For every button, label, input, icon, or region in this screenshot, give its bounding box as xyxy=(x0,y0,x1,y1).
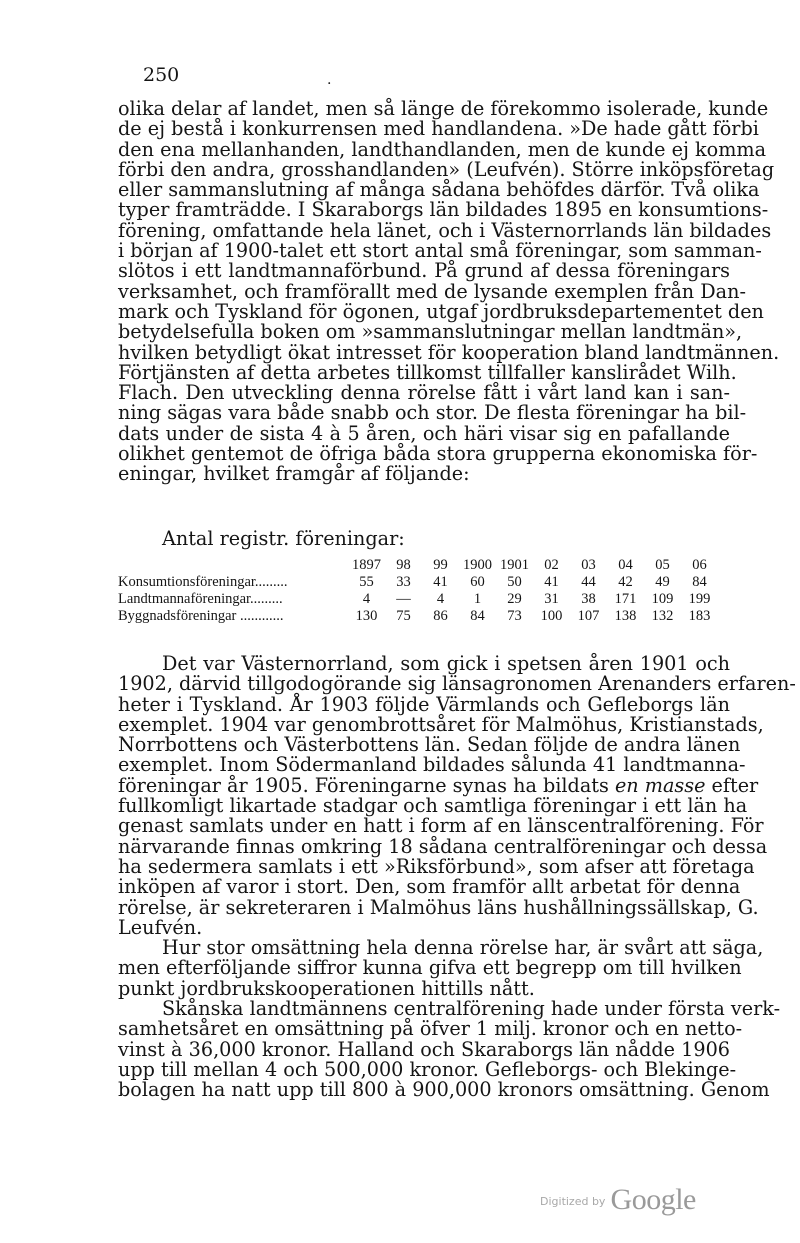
association-count-table xyxy=(118,557,718,625)
row-label: Landtmannaföreningar......... xyxy=(118,591,283,607)
table-row xyxy=(118,608,718,625)
table-cell: 42 xyxy=(618,574,633,590)
table-cell: — xyxy=(396,591,411,607)
table-cell: 138 xyxy=(614,608,637,624)
text-line: ha sedermera samlats i ett »Riksförbund», som afser att företaga xyxy=(118,854,755,878)
year-header: 1900 xyxy=(463,557,492,573)
text-line: betydelsefulla boken om »sammanslutningar mellan landtmän», xyxy=(118,320,743,344)
table-cell: 107 xyxy=(577,608,600,624)
table-cell: 55 xyxy=(359,574,374,590)
table-cell: 38 xyxy=(581,591,596,607)
table-cell: 49 xyxy=(655,574,670,590)
year-header: 03 xyxy=(581,557,596,573)
text-line: den ena mellanhanden, landthandlanden, men de kunde ej komma xyxy=(118,137,767,161)
text-line: förbi den andra, grosshandlanden» (Leufvén). Större inköpsföretag xyxy=(118,157,775,181)
paragraphs-2-4 xyxy=(118,652,796,1102)
text-line: olika delar af landet, men så länge de förekommo isolerade, kunde xyxy=(118,97,769,120)
table-cell: 60 xyxy=(470,574,485,590)
text-line: exemplet. 1904 var genombrottsåret för Malmöhus, Kristianstads, xyxy=(118,712,764,736)
table-cell: 4 xyxy=(436,591,445,607)
table-cell: 75 xyxy=(396,608,411,624)
text-line: fullkomligt likartade stadgar och samtliga föreningar i ett län ha xyxy=(118,794,748,818)
text-line: men efterföljande siffror kunna gifva ett begrepp om till hvilken xyxy=(118,956,742,980)
table-cell: 41 xyxy=(433,574,448,590)
row-label: Byggnadsföreningar ............ xyxy=(118,608,284,624)
page-number: 250 xyxy=(143,64,180,86)
table-cell: 132 xyxy=(651,608,674,624)
text-line: Norrbottens och Västerbottens län. Sedan följde de andra länen xyxy=(118,733,741,757)
table-cell: 33 xyxy=(396,574,411,590)
text-line: samhetsåret en omsättning på öfver 1 milj. kronor och en netto- xyxy=(118,1017,743,1041)
text-line: heter i Tyskland. År 1903 följde Värmlands och Gefleborgs län xyxy=(118,692,730,716)
table-cell: 100 xyxy=(540,608,563,624)
table-cell: 73 xyxy=(507,608,522,624)
table-cell: 31 xyxy=(544,591,559,607)
text-line: 1902, därvid tillgodogörande sig länsagronomen Arenanders erfaren- xyxy=(118,672,796,696)
table-row xyxy=(118,591,718,608)
text-line: olikhet gentemot de öfriga båda stora grupperna ekonomiska för- xyxy=(118,442,758,466)
text-line: vinst à 36,000 kronor. Halland och Skaraborgs län nådde 1906 xyxy=(118,1037,730,1061)
watermark-prefix: Digitized by xyxy=(540,1195,606,1208)
table-header-row xyxy=(118,557,718,574)
row-label: Konsumtionsföreningar......... xyxy=(118,574,288,590)
digitized-by-google-watermark xyxy=(540,1183,696,1217)
text-line: Förtjänsten af detta arbetes tillkomst tillfaller kanslirådet Wilh. xyxy=(118,360,737,384)
text-line: närvarande finnas omkring 18 sådana centralföreningar och dessa xyxy=(118,834,768,858)
text-line: bolagen ha natt upp till 800 à 900,000 kronors omsättning. Genom xyxy=(118,1078,770,1102)
text-line: upp till mellan 4 och 500,000 kronor. Gefleborgs- och Blekinge- xyxy=(118,1057,737,1081)
year-header: 02 xyxy=(544,557,559,573)
text-line: Hur stor omsättning hela denna rörelse har, är svårt att säga, xyxy=(162,936,764,960)
table-cell: 29 xyxy=(507,591,522,607)
paragraph-1 xyxy=(118,97,780,486)
year-header: 99 xyxy=(433,557,448,573)
text-line: Leufvén. xyxy=(118,915,203,939)
text-line: verksamhet, och framförallt med de lysande exemplen från Dan- xyxy=(118,279,746,303)
table-cell: 130 xyxy=(355,608,378,624)
text-line: genast samlats under en hatt i form af en länscentralförening. För xyxy=(118,814,764,838)
text-line: exemplet. Inom Södermanland bildades sålunda 41 landtmanna- xyxy=(118,753,746,777)
year-header: 06 xyxy=(692,557,707,573)
year-header: 04 xyxy=(618,557,633,573)
text-line: ning sägas vara både snabb och stor. De flesta föreningar ha bil- xyxy=(118,401,747,425)
table-caption: Antal registr. föreningar: xyxy=(162,527,405,550)
table-cell: 171 xyxy=(614,591,637,607)
year-header: 1901 xyxy=(500,557,529,573)
text-line: rörelse, är sekreteraren i Malmöhus läns hushållningssällskap, G. xyxy=(118,895,759,919)
text-line: inköpen af varor i stort. Den, som framför allt arbetat för denna xyxy=(118,875,741,899)
table-cell: 199 xyxy=(688,591,711,607)
text-line: förening, omfattande hela länet, och i Västernorrlands län bildades xyxy=(118,218,772,242)
table-cell: 183 xyxy=(688,608,711,624)
text-line: Skånska landtmännens centralförening hade under första verk- xyxy=(162,997,781,1021)
year-header: 98 xyxy=(396,557,411,573)
text-line: slötos i ett landtmannaförbund. På grund af dessa föreningars xyxy=(118,259,730,283)
year-header: 05 xyxy=(655,557,670,573)
table-cell: 109 xyxy=(651,591,674,607)
text-line: mark och Tyskland för ögonen, utgaf jordbruksdepartementet den xyxy=(118,299,764,323)
year-header: 1897 xyxy=(352,557,381,573)
text-line: dats under de sista 4 à 5 åren, och häri visar sig en pafallande xyxy=(118,421,730,445)
text-line: eningar, hvilket framgår af följande: xyxy=(118,462,470,486)
header-label-cell xyxy=(118,557,348,574)
text-line: i början af 1900-talet ett stort antal små föreningar, som samman- xyxy=(118,239,762,263)
text-line: Det var Västernorrland, som gick i spetsen åren 1901 och xyxy=(162,652,730,675)
table-cell: 1 xyxy=(473,591,482,607)
google-logo: Google xyxy=(610,1183,696,1216)
table-cell: 86 xyxy=(433,608,448,624)
table-cell: 41 xyxy=(544,574,559,590)
text-line: föreningar år 1905. Föreningarne synas ha bildats en masse efter xyxy=(118,773,759,797)
text-line: typer framträdde. I Skaraborgs län bildades 1895 en konsumtions- xyxy=(118,198,769,222)
text-line: Flach. Den utveckling denna rörelse fått i vårt land kan i san- xyxy=(118,381,730,405)
text-line: de ej bestå i konkurrensen med handlandena. »De hade gått förbi xyxy=(118,117,759,141)
table-cell: 44 xyxy=(581,574,596,590)
table-cell: 84 xyxy=(692,574,707,590)
table-cell: 50 xyxy=(507,574,522,590)
text-line: eller sammanslutning af många sådana behöfdes därför. Två olika xyxy=(118,178,760,202)
text-line: hvilken betydligt ökat intresset för kooperation bland landtmännen. xyxy=(118,340,780,364)
table-cell: 84 xyxy=(470,608,485,624)
text-line: punkt jordbrukskooperationen hittills nått. xyxy=(118,976,535,1000)
emphasis: en masse xyxy=(614,773,706,797)
stray-mark: . xyxy=(327,72,332,88)
table-cell: 4 xyxy=(362,591,371,607)
table-row xyxy=(118,574,718,591)
